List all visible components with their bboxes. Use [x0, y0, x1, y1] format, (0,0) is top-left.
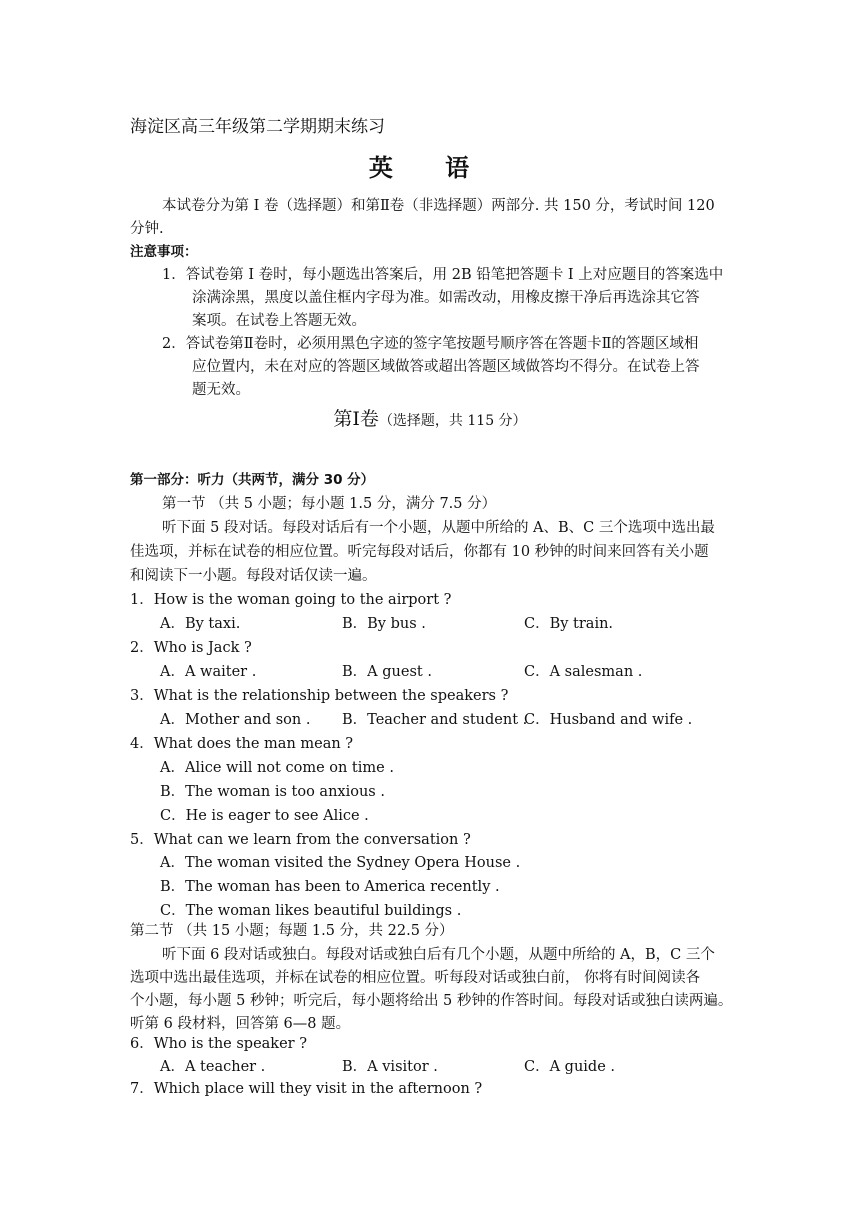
- question-3-stem: 3．What is the relationship between the speakers ?: [130, 688, 509, 704]
- question-3-option-c: C．Husband and wife .: [524, 712, 693, 728]
- question-2-option-b: B．A guest .: [342, 664, 432, 680]
- question-1-option-a: A．By taxi.: [160, 616, 241, 632]
- question-6-stem: 6．Who is the speaker ?: [130, 1036, 307, 1052]
- notice-2-line-3: 题无效。: [192, 382, 250, 398]
- question-6-option-b: B．A visitor .: [342, 1059, 438, 1075]
- question-1-option-c: C．By train.: [524, 616, 614, 632]
- section-2-title: 第二节 （共 15 小题；每题 1.5 分，共 22.5 分）: [130, 923, 454, 939]
- page-title: 海淀区高三年级第二学期期末练习: [130, 117, 385, 137]
- question-4-option-b: B．The woman is too anxious .: [160, 784, 385, 800]
- volume-1-note: （选择题，共 115 分）: [378, 413, 527, 429]
- section-2-line-1: 听下面 6 段对话或独白。每段对话或独白后有几个小题，从题中所给的 A，B，C 三个: [162, 947, 715, 963]
- notice-1-line-3: 案项。在试卷上答题无效。: [192, 313, 366, 329]
- question-6-option-c: C．A guide .: [524, 1059, 616, 1075]
- section-2-line-4: 听第 6 段材料，回答第 6—8 题。: [130, 1016, 351, 1032]
- question-5-option-c: C．The woman likes beautiful buildings .: [160, 903, 462, 919]
- question-1-stem: 1．How is the woman going to the airport ?: [130, 592, 452, 608]
- question-7-stem: 7．Which place will they visit in the afternoon ?: [130, 1081, 483, 1097]
- question-3-option-a: A．Mother and son .: [160, 712, 311, 728]
- notice-2-line-2: 应位置内，未在对应的答题区域做答或超出答题区域做答均不得分。在试卷上答: [192, 359, 700, 375]
- question-4-option-c: C．He is eager to see Alice .: [160, 808, 369, 824]
- section-2-line-2: 选项中选出最佳选项，并标在试卷的相应位置。听每段对话或独白前， 你将有时间阅读各: [130, 970, 701, 986]
- notice-1-line-1: 1．答试卷第 I 卷时，每小题选出答案后，用 2B 铅笔把答题卡 I 上对应题目的答案选中: [162, 267, 724, 283]
- question-5-stem: 5．What can we learn from the conversation ?: [130, 832, 471, 848]
- section-1-line-1: 听下面 5 段对话。每段对话后有一个小题，从题中所给的 A、B、C 三个选项中选出最: [162, 520, 715, 536]
- part-1-title: 第一部分：听力（共两节，满分 30 分）: [130, 472, 375, 488]
- question-2-stem: 2．Who is Jack ?: [130, 640, 252, 656]
- question-4-stem: 4．What does the man mean ?: [130, 736, 354, 752]
- volume-1-title: 第Ⅰ卷: [333, 408, 379, 430]
- section-1-line-2: 佳选项，并标在试卷的相应位置。听完每段对话后，你都有 10 秒钟的时间来回答有关小题: [130, 544, 709, 560]
- question-2-option-a: A．A waiter .: [160, 664, 257, 680]
- notice-title: 注意事项：: [130, 244, 198, 260]
- question-2-option-c: C．A salesman .: [524, 664, 643, 680]
- question-5-option-a: A．The woman visited the Sydney Opera House .: [160, 855, 521, 871]
- section-1-title: 第一节 （共 5 小题；每小题 1.5 分，满分 7.5 分）: [162, 496, 497, 512]
- volume-1-heading: [0, 409, 860, 431]
- question-1-option-b: B．By bus .: [342, 616, 426, 632]
- notice-1-line-2: 涂满涂黑，黑度以盖住框内字母为准。如需改动，用橡皮擦干净后再选涂其它答: [192, 290, 700, 306]
- question-4-option-a: A．Alice will not come on time .: [160, 760, 394, 776]
- intro-line-1: 本试卷分为第 I 卷（选择题）和第Ⅱ卷（非选择题）两部分. 共 150 分，考试时间 120: [162, 198, 715, 214]
- question-3-option-b: B．Teacher and student .: [342, 712, 528, 728]
- section-1-line-3: 和阅读下一小题。每段对话仅读一遍。: [130, 568, 377, 584]
- notice-2-line-1: 2．答试卷第Ⅱ卷时，必须用黑色字迹的签字笔按题号顺序答在答题卡Ⅱ的答题区域相: [162, 336, 699, 352]
- question-6-option-a: A．A teacher .: [160, 1059, 266, 1075]
- section-2-line-3: 个小题，每小题 5 秒钟；听完后，每小题将给出 5 秒钟的作答时间。每段对话或独白读两遍。: [130, 993, 733, 1009]
- question-5-option-b: B．The woman has been to America recently .: [160, 879, 500, 895]
- intro-line-2: 分钟.: [130, 221, 164, 237]
- subject-title: 英 语: [368, 153, 492, 182]
